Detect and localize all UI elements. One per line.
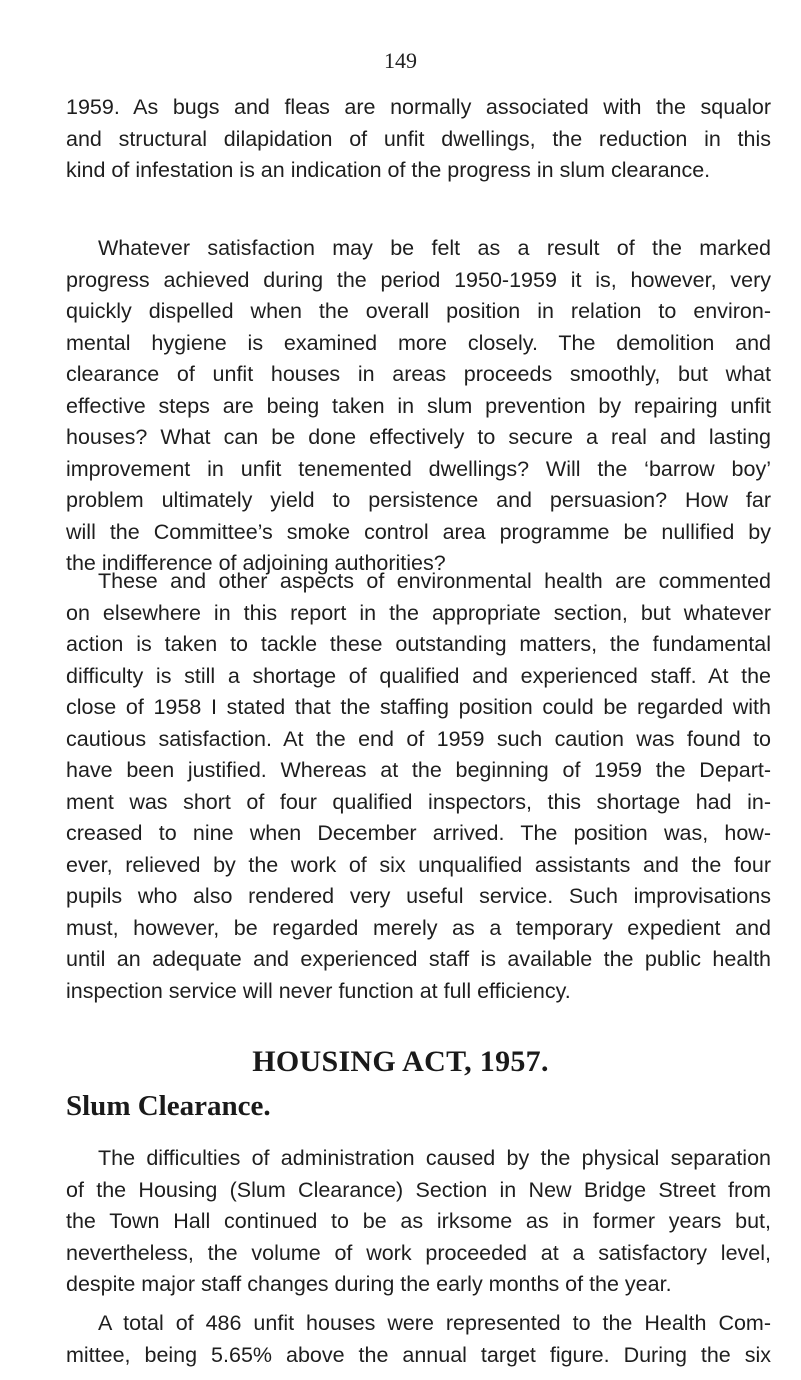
text-line: until an adequate and experienced staff is available the public health xyxy=(66,947,771,971)
text-line: close of 1958 I stated that the staffing position could be regarded with xyxy=(66,695,771,719)
page-number: 149 xyxy=(384,48,417,73)
text-line: kind of infestation is an indication of the progress in slum clearance. xyxy=(66,158,711,182)
paragraph-5 xyxy=(66,1308,771,1371)
subsection-heading: Slum Clearance. xyxy=(66,1090,271,1122)
text-line: progress achieved during the period 1950-1959 it is, however, very xyxy=(66,267,771,292)
text-line: improvement in unfit tenemented dwellings? Will the ‘barrow boy’ xyxy=(66,456,771,481)
text-line: A total of 486 unfit houses were represented to the Health Com- xyxy=(98,1311,771,1335)
text-line: have been justified. Whereas at the beginning of 1959 the Depart- xyxy=(66,758,771,782)
text-line: effective steps are being taken in slum prevention by repairing unfit xyxy=(66,393,771,418)
text-line: the Town Hall continued to be as irksome as in former years but, xyxy=(66,1209,771,1233)
text-line: mittee, being 5.65% above the annual target figure. During the six xyxy=(66,1342,771,1367)
text-line: pupils who also rendered very useful service. Such improvisations xyxy=(66,884,771,908)
paragraph-3 xyxy=(66,566,771,1007)
text-line: ment was short of four qualified inspectors, this shortage had in- xyxy=(66,789,771,814)
paragraph-1 xyxy=(66,92,771,187)
text-line: of the Housing (Slum Clearance) Section in New Bridge Street from xyxy=(66,1177,771,1202)
text-line: nevertheless, the volume of work proceeded at a satisfactory level, xyxy=(66,1240,771,1265)
paragraph-4 xyxy=(66,1143,771,1301)
text-line: action is taken to tackle these outstanding matters, the fundamental xyxy=(66,632,771,656)
text-line: Whatever satisfaction may be felt as a result of the marked xyxy=(98,236,771,260)
text-line: and structural dilapidation of unfit dwellings, the reduction in this xyxy=(66,126,771,151)
text-line: quickly dispelled when the overall position in relation to environ- xyxy=(66,299,771,323)
text-line: 1959. As bugs and fleas are normally associated with the squalor xyxy=(66,95,771,119)
text-line: houses? What can be done effectively to secure a real and lasting xyxy=(66,425,771,449)
section-heading: HOUSING ACT, 1957. xyxy=(252,1045,549,1078)
text-line: inspection service will never function at full efficiency. xyxy=(66,978,571,1003)
text-line: will the Committee’s smoke control area programme be nullified by xyxy=(66,519,771,544)
text-line: creased to nine when December arrived. The position was, how- xyxy=(66,821,771,845)
text-line: mental hygiene is examined more closely. The demolition and xyxy=(66,330,771,355)
text-line: despite major staff changes during the early months of the year. xyxy=(66,1272,672,1296)
paragraph-2 xyxy=(66,233,771,580)
text-line: cautious satisfaction. At the end of 1959 such caution was found to xyxy=(66,726,771,751)
text-line: clearance of unfit houses in areas proceeds smoothly, but what xyxy=(66,362,771,386)
text-line: must, however, be regarded merely as a temporary expedient and xyxy=(66,915,771,940)
text-line: The difficulties of administration caused by the physical separation xyxy=(98,1146,771,1170)
text-line: problem ultimately yield to persistence and persuasion? How far xyxy=(66,488,771,512)
text-line: difficulty is still a shortage of qualified and experienced staff. At the xyxy=(66,663,771,688)
text-line: on elsewhere in this report in the appropriate section, but whatever xyxy=(66,600,771,625)
text-line: the indifference of adjoining authorities? xyxy=(66,551,446,575)
text-line: ever, relieved by the work of six unqualified assistants and the four xyxy=(66,852,771,877)
text-line: These and other aspects of environmental health are commented xyxy=(98,569,771,593)
